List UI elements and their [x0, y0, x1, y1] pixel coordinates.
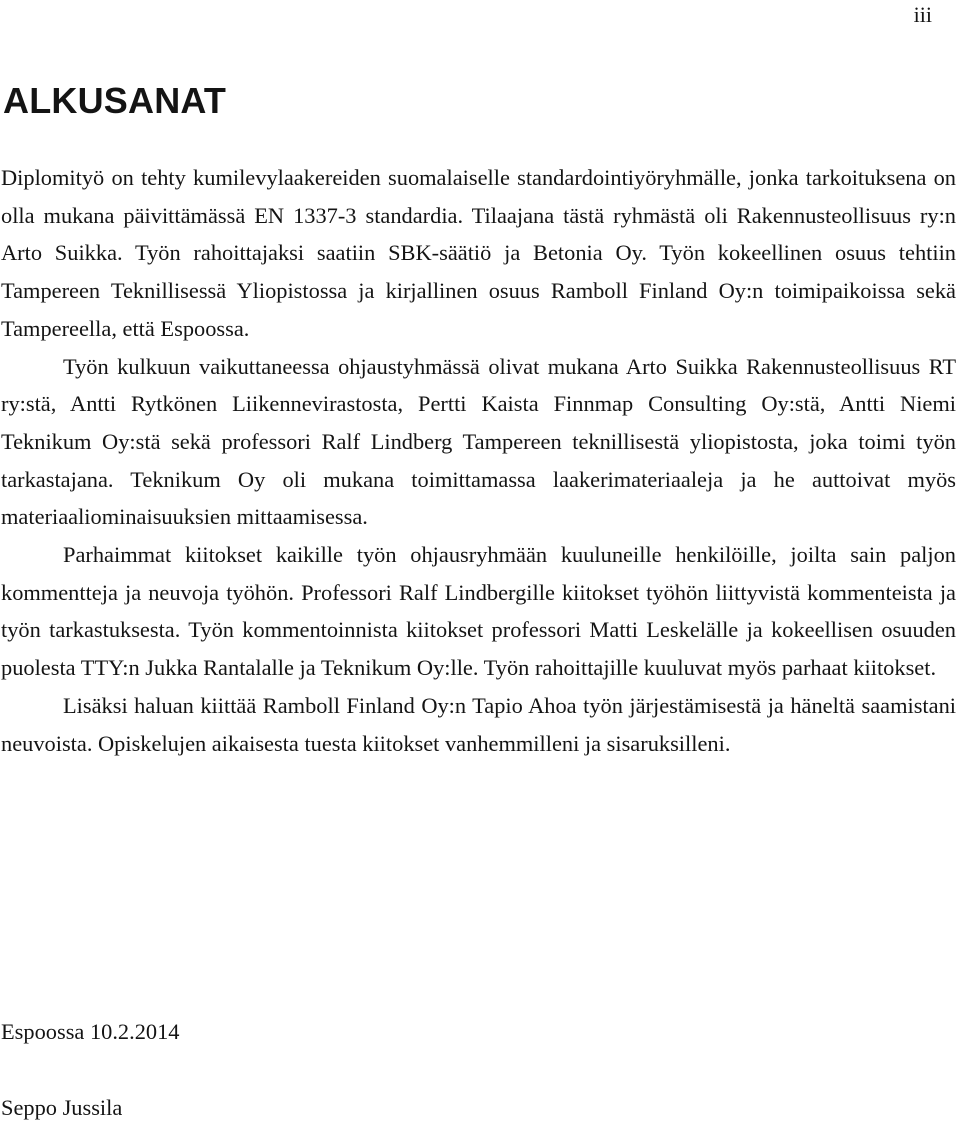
page-number: iii	[913, 2, 932, 27]
paragraph-3: Parhaimmat kiitokset kaikille työn ohjausryhmään kuuluneille henkilöille, joilta sain paljon kommentteja ja neuvoja työhön. Professori Ralf Lindbergille kiitokset työhön liittyvistä kommenteista ja työn tarkastuksesta. Työn kommentoinnista kiitokset professori Matti Leskelälle ja kokeellisen osuuden puolesta TTY:n Jukka Rantalalle ja Teknikum Oy:lle. Työn rahoittajille kuuluvat myös parhaat kiitokset.	[1, 542, 956, 681]
body-text	[1, 159, 956, 762]
page-title: ALKUSANAT	[3, 80, 227, 121]
paragraph-2: Työn kulkuun vaikuttaneessa ohjaustyhmässä olivat mukana Arto Suikka Rakennusteollisuus RT ry:stä, Antti Rytkönen Liikennevirastosta, Pertti Kaista Finnmap Consulting Oy:stä, Antti Niemi Teknikum Oy:stä sekä professori Ralf Lindberg Tampereen teknillisestä yliopistosta, joka toimi työn tarkastajana. Teknikum Oy oli mukana toimittamassa laakerimateriaaleja ja he auttoivat myös materiaaliominaisuuksien mittaamisessa.	[1, 353, 956, 530]
author-name: Seppo Jussila	[1, 1095, 123, 1120]
paragraph-1: Diplomityö on tehty kumilevylaakereiden suomalaiselle standardointiyöryhmälle, jonka tarkoituksena on olla mukana päivittämässä EN 1337-3 standardia. Tilaajana tästä ryhmästä oli Rakennusteollisuus ry:n Arto Suikka. Työn rahoittajaksi saatiin SBK-säätiö ja Betonia Oy. Työn kokeellinen osuus tehtiin Tampereen Teknillisessä Yliopistossa ja kirjallinen osuus Ramboll Finland Oy:n toimipaikoissa sekä Tampereella, että Espoossa.	[1, 165, 956, 341]
place-date: Espoossa 10.2.2014	[1, 1019, 180, 1044]
paragraph-4: Lisäksi haluan kiittää Ramboll Finland Oy:n Tapio Ahoa työn järjestämisestä ja häneltä saamistani neuvoista. Opiskelujen aikaisesta tuesta kiitokset vanhemmilleni ja sisaruksilleni.	[1, 692, 956, 756]
